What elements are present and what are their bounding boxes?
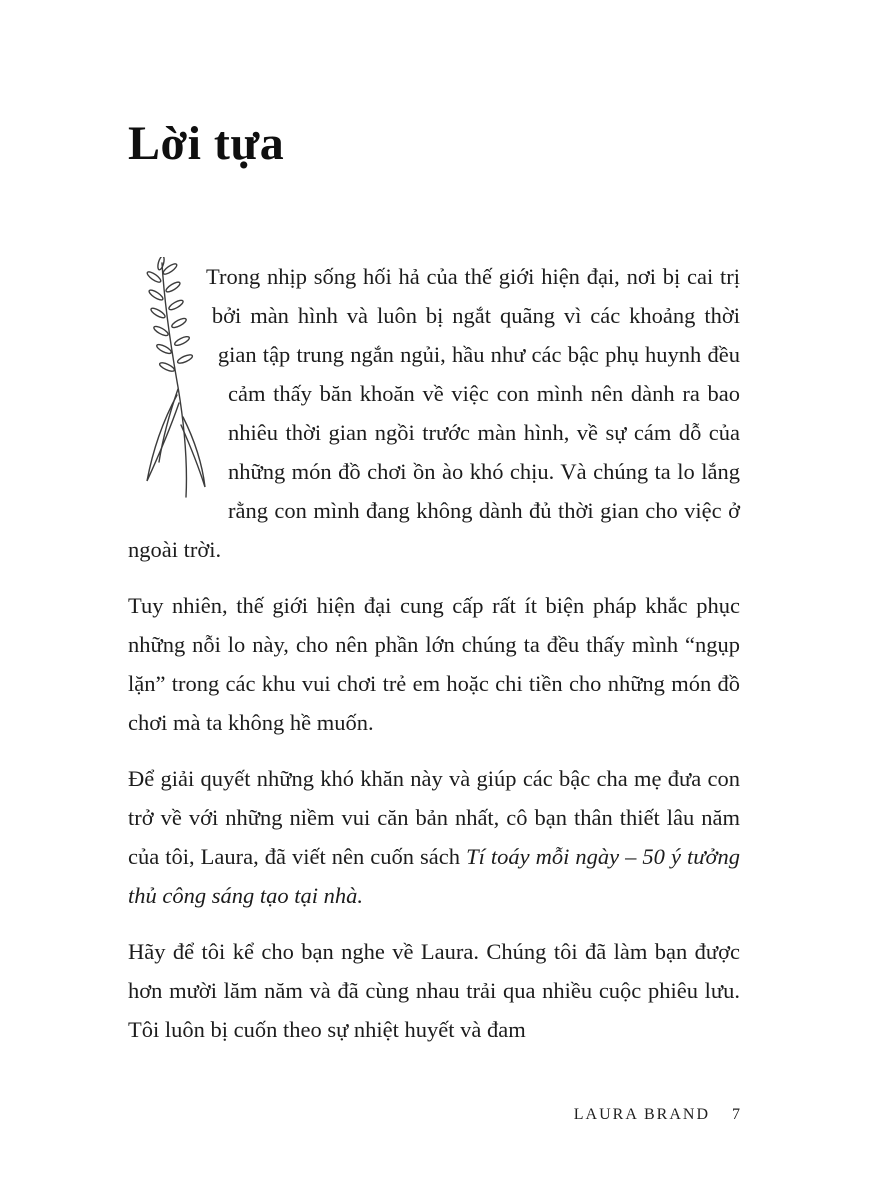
page-footer	[574, 1106, 740, 1124]
paragraph-3-text: Để giải quyết những khó khăn này và giúp các bậc cha mẹ đưa con trở về với những niềm vui căn bản nhất, cô bạn thân thiết lâu năm của tôi, Laura, đã viết nên cuốn sách	[128, 765, 740, 869]
lavender-sprig-illustration	[128, 257, 224, 502]
paragraph-2	[128, 586, 740, 742]
paragraph-1-text: Trong nhịp sống hối hả của thế giới hiện đại, nơi bị cai trị bởi màn hình và luôn bị ngắt quãng vì các khoảng thời gian tập trung ngắn ngủi, hầu như các bậc phụ huynh đều cảm thấy băn khoăn về việc con mình nên dành ra bao nhiêu thời gian ngồi trước màn hình, về sự cám dỗ của những món đồ chơi ồn ào khó chịu. Và chúng ta lo lắng rằng con mình đang không dành đủ thời gian cho việc ở ngoài trời.	[128, 263, 740, 562]
book-title-italic: Tí toáy mỗi ngày – 50 ý tưởng thủ công sáng tạo tại nhà.	[128, 843, 740, 908]
paragraph-3	[128, 759, 740, 915]
footer-author-name: LAURA BRAND	[573, 1106, 710, 1123]
body-text	[128, 257, 740, 1049]
lavender-sprig-svg	[128, 257, 224, 502]
paragraph-2-text: Tuy nhiên, thế giới hiện đại cung cấp rất ít biện pháp khắc phục những nỗi lo này, cho nên phần lớn chúng ta đều thấy mình “ngụp lặn” trong các khu vui chơi trẻ em hoặc chi tiền cho những món đồ chơi mà ta không hề muốn.	[128, 592, 740, 735]
chapter-heading: Lời tựa	[128, 117, 285, 170]
footer-page-number: 7	[732, 1106, 740, 1123]
paragraph-4-text: Hãy để tôi kể cho bạn nghe về Laura. Chúng tôi đã làm bạn được hơn mười lăm năm và đã cùng nhau trải qua nhiều cuộc phiêu lưu. Tôi luôn bị cuốn theo sự nhiệt huyết và đam	[128, 938, 740, 1042]
paragraph-4	[128, 932, 740, 1049]
paragraph-1	[128, 257, 740, 569]
